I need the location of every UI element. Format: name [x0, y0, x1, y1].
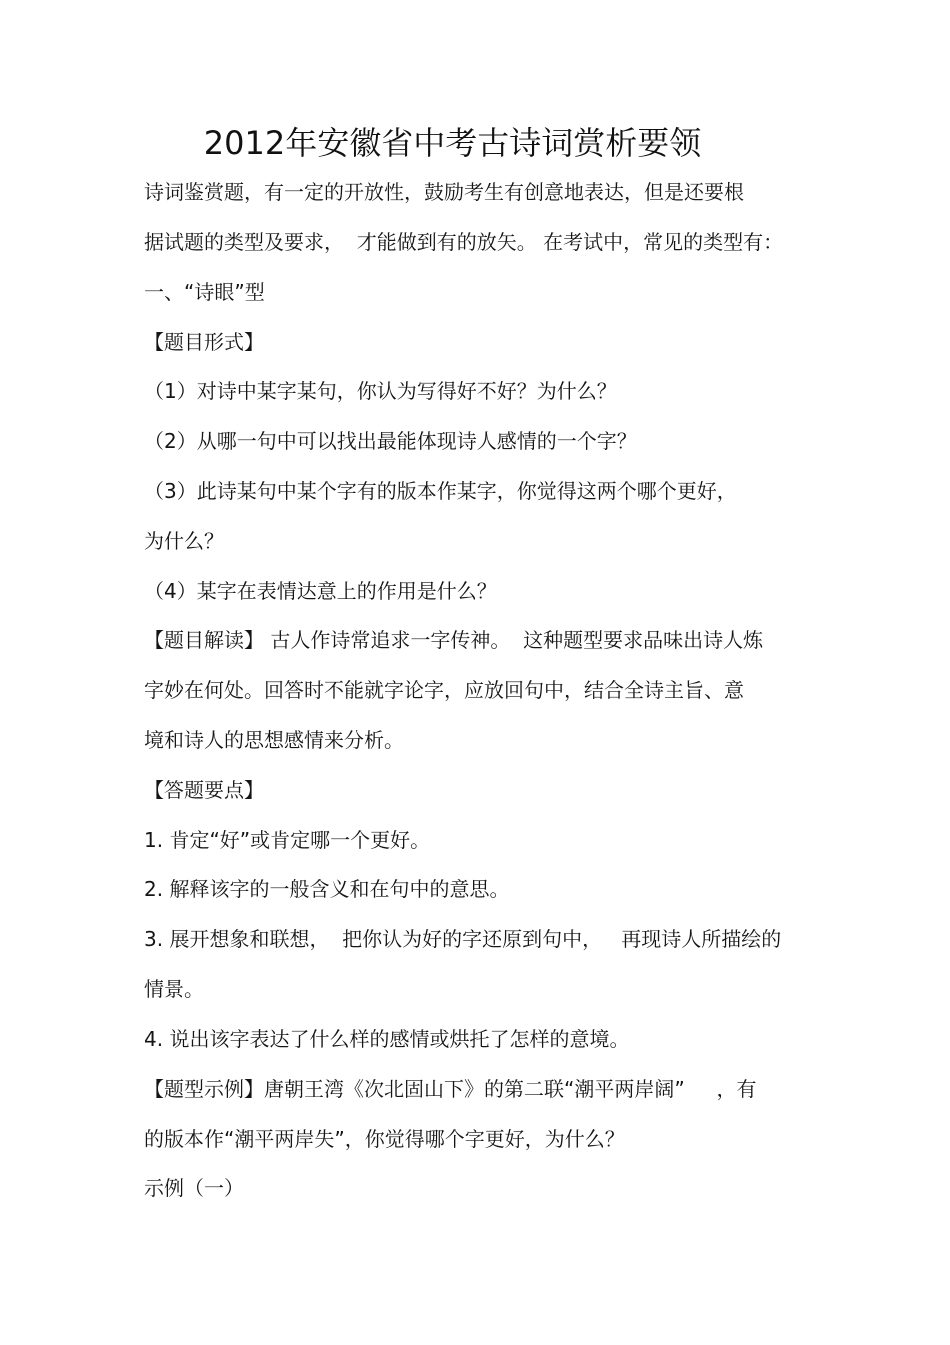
text-line: 诗词鉴赏题，有一定的开放性，鼓励考生有创意地表达，但是还要根 — [144, 180, 744, 204]
page-title: 2012年安徽省中考古诗词赏析要领 — [203, 124, 702, 162]
list-item: （3）此诗某句中某个字有的版本作某字，你觉得这两个哪个更好， — [144, 479, 737, 503]
list-item: （4）某字在表情达意上的作用是什么？ — [144, 579, 497, 603]
text-line: 【题型示例】唐朝王湾《次北固山下》的第二联“潮平两岸阔” ，有 — [144, 1077, 757, 1101]
text-line: 示例（一） — [144, 1176, 244, 1200]
subheading: 【题目形式】 — [144, 330, 264, 354]
list-item: （2）从哪一句中可以找出最能体现诗人感情的一个字？ — [144, 429, 637, 453]
list-item: 4. 说出该字表达了什么样的感情或烘托了怎样的意境。 — [144, 1027, 630, 1051]
text-line: 情景。 — [144, 977, 204, 1001]
list-item: 2. 解释该字的一般含义和在句中的意思。 — [144, 877, 510, 901]
text-line: 据试题的类型及要求， 才能做到有的放矢。 在考试中，常见的类型有： — [144, 230, 784, 254]
text-line: 境和诗人的思想感情来分析。 — [144, 728, 404, 752]
text-line: 【题目解读】 古人作诗常追求一字传神。 这种题型要求品味出诗人炼 — [144, 628, 764, 652]
text-line: 字妙在何处。回答时不能就字论字，应放回句中，结合全诗主旨、意 — [144, 678, 744, 702]
text-line: 为什么？ — [144, 529, 224, 553]
list-item: 3. 展开想象和联想， 把你认为好的字还原到句中， 再现诗人所描绘的 — [144, 927, 782, 951]
subheading: 【答题要点】 — [144, 778, 264, 802]
list-item: （1）对诗中某字某句，你认为写得好不好？为什么？ — [144, 379, 617, 403]
list-item: 1. 肯定“好”或肯定哪一个更好。 — [144, 828, 431, 852]
section-heading: 一、“诗眼”型 — [144, 280, 265, 304]
text-line: 的版本作“潮平两岸失”，你觉得哪个字更好，为什么？ — [144, 1127, 625, 1151]
